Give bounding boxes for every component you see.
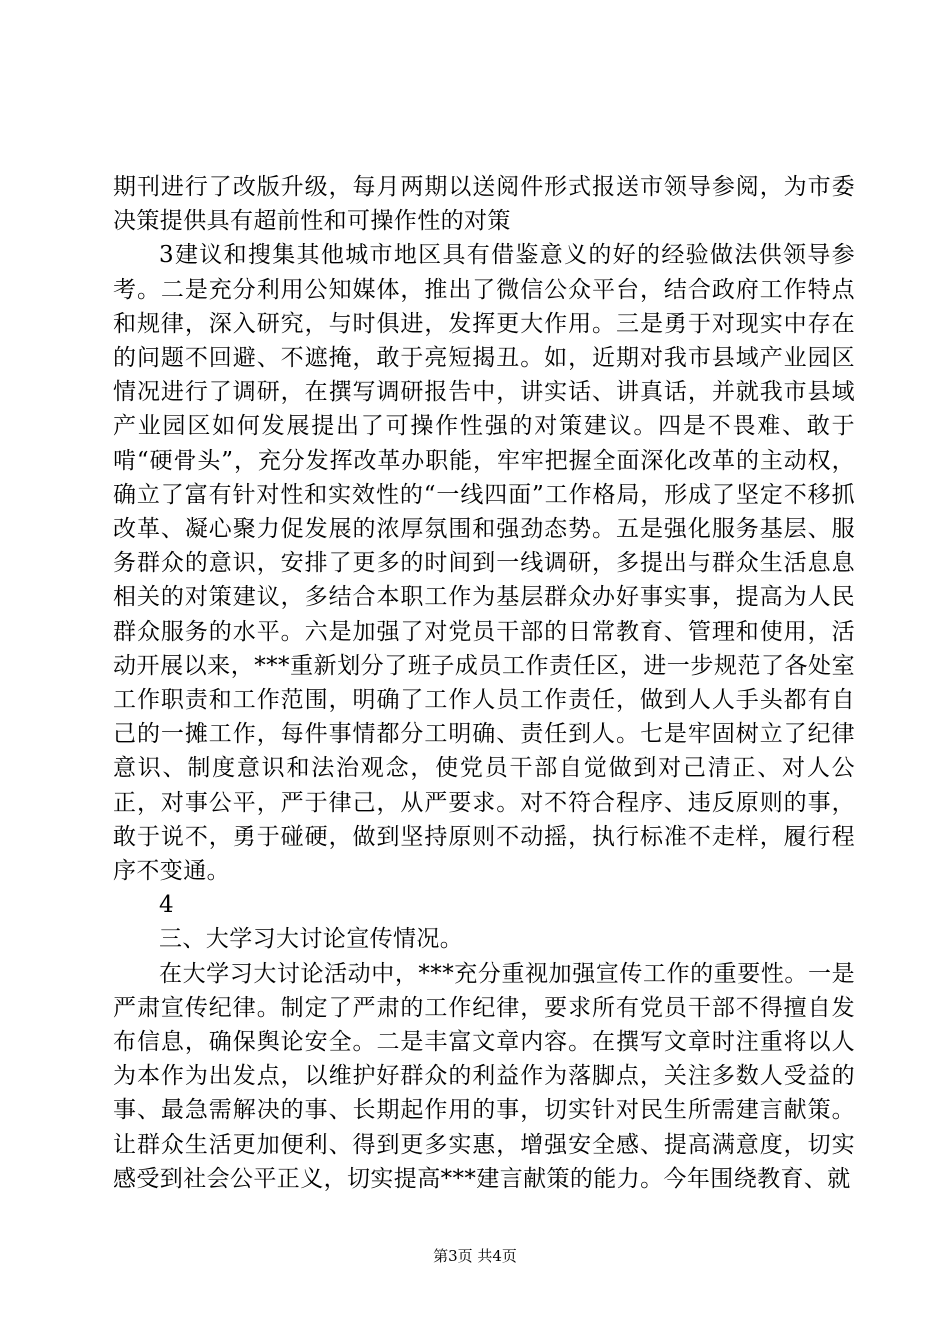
document-body (113, 170, 855, 1196)
paragraph-continuation: 期刊进行了改版升级，每月两期以送阅件形式报送市领导参阅，为市委决策提供具有超前性和可操作性的对策 (113, 174, 855, 235)
paragraph-publicity: 在大学习大讨论活动中，***充分重视加强宣传工作的重要性。一是严肃宣传纪律。制定了严肃的工作纪律，要求所有党员干部不得擅自发布信息，确保舆论安全。二是丰富文章内容。在撰写文章时注重将以人为本作为出发点，以维护好群众的利益作为落脚点，关注多数人受益的事、最急需解决的事、长期起作用的事，切实针对民生所需建言献策。让群众生活更加便利、得到更多实惠，增强安全感、提高满意度，切实感受到社会公平正义，切实提高***建言献策的能力。今年围绕教育、就 (113, 960, 855, 1192)
page-number-footer: 第3页 共4页 (433, 1247, 517, 1265)
section-heading: 三、大学习大讨论宣传情况。 (159, 926, 464, 953)
paragraph-work-measures: 3建议和搜集其他城市地区具有借鉴意义的好的经验做法供领导参考。二是充分利用公知媒体，推出了微信公众平台，结合政府工作特点和规律，深入研究，与时俱进，发挥更大作用。三是勇于对现实中存在的问题不回避、不遮掩，敢于亮短揭丑。如，近期对我市县域产业园区情况进行了调研，在撰写调研报告中，讲实话、讲真话，并就我市县域产业园区如何发展提出了可操作性强的对策建议。四是不畏难、敢于啃“硬骨头”，充分发挥改革办职能，牢牢把握全面深化改革的主动权，确立了富有针对性和实效性的“一线四面”工作格局，形成了坚定不移抓改革、凝心聚力促发展的浓厚氛围和强劲态势。五是强化服务基层、服务群众的意识，安排了更多的时间到一线调研，多提出与群众生活息息相关的对策建议，多结合本职工作为基层群众办好事实事，提高为人民群众服务的水平。六是加强了对党员干部的日常教育、管理和使用，活动开展以来，***重新划分了班子成员工作责任区，进一步规范了各处室工作职责和工作范围，明确了工作人员工作责任，做到人人手头都有自己的一摊工作，每件事情都分工明确、责任到人。七是牢固树立了纪律意识、制度意识和法治观念，使党员干部自觉做到对己清正、对人公正，对事公平，严于律己，从严要求。对不符合程序、违反原则的事，敢于说不，勇于碰硬，做到坚持原则不动摇，执行标准不走样，履行程序不变通。 (113, 242, 855, 885)
paragraph-number-marker: 4 (159, 892, 175, 919)
